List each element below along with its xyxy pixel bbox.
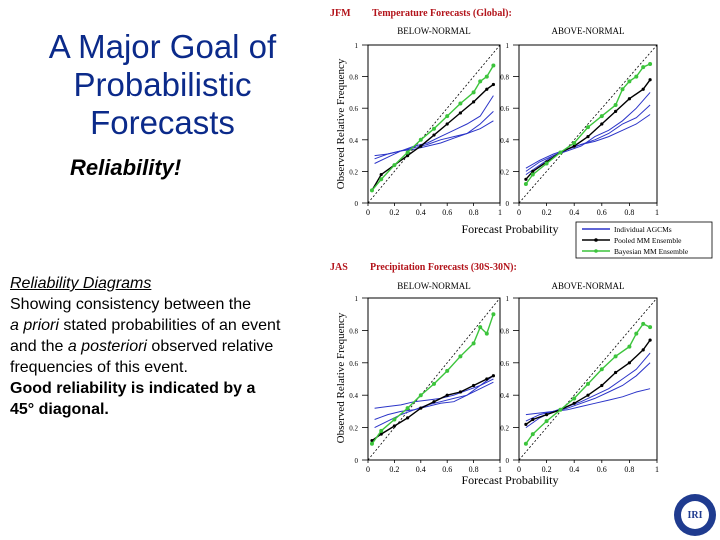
panel-3-series-4-point — [393, 424, 396, 427]
panel-2-series-4-point — [628, 97, 631, 100]
body-bold-2: 45° diagonal. — [10, 401, 109, 418]
body-line-3c: observed relative — [146, 338, 274, 355]
panel-4-ytick-label: 0 — [505, 457, 509, 465]
panel-1-series-5-point — [491, 64, 495, 68]
panel-4-series-3-line — [526, 353, 650, 428]
panel-3-xtick-label: 1 — [498, 465, 502, 474]
panel-2-xtick-label: 0.8 — [624, 208, 635, 217]
panel-3-series-4-point — [419, 407, 422, 410]
panel-2-series-5-point — [531, 173, 535, 177]
panel-1-xtick-label: 0.4 — [415, 208, 426, 217]
panel-1-ytick-label: 0.2 — [349, 168, 358, 177]
panel-3-series-5-point — [485, 332, 489, 336]
panel-3-ytick-label: 1 — [354, 295, 358, 303]
panel-1-series-4-point — [472, 100, 475, 103]
panel-2-ytick-label: 1 — [505, 42, 509, 50]
body-apriori: a priori — [10, 317, 59, 334]
panel-2-series-5-point — [641, 65, 645, 69]
panel-1-series-3-line — [375, 121, 494, 156]
panel-2-series-4-point — [524, 178, 527, 181]
panel-3-ytick-label: 0.2 — [349, 424, 358, 433]
panel-3-series-5-point — [406, 406, 410, 410]
iri-logo — [674, 494, 716, 536]
panel-4-series-4-point — [649, 339, 652, 342]
x-axis-label-1: Forecast Probability — [461, 222, 559, 236]
panel-3-series-4-point — [406, 416, 409, 419]
panel-4-xtick-label: 0 — [517, 465, 521, 474]
panel-4-title: ABOVE-NORMAL — [551, 281, 625, 291]
panel-3-series-5-point — [478, 325, 482, 329]
panel-3-series-4-point — [485, 377, 488, 380]
panel-1-title: BELOW-NORMAL — [397, 26, 471, 36]
panel-3-series-5-line — [372, 314, 493, 444]
panel-2-xtick-label: 0.4 — [569, 208, 580, 217]
panel-4-series-5-point — [627, 345, 631, 349]
panel-3-xtick-label: 0.6 — [442, 465, 453, 474]
panel-2-ytick-label: 0 — [505, 200, 509, 208]
panel-2-ytick-label: 0.2 — [500, 168, 509, 177]
panel-4-series-5-point — [586, 382, 590, 386]
panel-1-series-4-point — [459, 111, 462, 114]
panel-1-series-5-point — [485, 75, 489, 79]
panel-2-series-1-line — [526, 92, 650, 174]
panel-1-ytick-label: 0.6 — [349, 105, 358, 114]
panel-4-series-4-point — [586, 394, 589, 397]
panel-2-xtick-label: 0.6 — [596, 208, 607, 217]
panel-2-xtick-label: 1 — [655, 208, 659, 217]
panel-2-series-5-point — [634, 75, 638, 79]
title-line-1: A Major Goal of — [48, 28, 277, 65]
body-line-4: frequencies of this event. — [10, 359, 188, 376]
panel-2-ytick-label: 0.4 — [500, 136, 509, 145]
panel-3-series-5-point — [491, 312, 495, 316]
legend-label-1: Individual AGCMs — [614, 225, 672, 234]
panel-3-diagonal — [368, 298, 500, 460]
panel-4-xtick-label: 0.8 — [624, 465, 635, 474]
panel-3-title: BELOW-NORMAL — [397, 281, 471, 291]
panel-4-series-4-point — [573, 402, 576, 405]
panel-1-series-4-point — [492, 83, 495, 86]
panel-1-series-5-point — [392, 163, 396, 167]
panel-3-xtick-label: 0.4 — [415, 465, 426, 474]
panel-4-series-4-point — [614, 371, 617, 374]
panel-4-series-5-point — [545, 419, 549, 423]
panel-4-series-1-line — [526, 389, 650, 415]
panel-4-xtick-label: 0.2 — [541, 465, 552, 474]
panel-2-series-4-point — [573, 145, 576, 148]
panel-1-series-4-line — [372, 85, 493, 191]
panel-1-series-5-point — [472, 90, 476, 94]
panel-2-xtick-label: 0 — [517, 208, 521, 217]
panel-3-series-4-point — [432, 400, 435, 403]
panel-4-series-5-point — [558, 408, 562, 412]
panel-1-series-5-point — [478, 79, 482, 83]
panel-4-xtick-label: 1 — [655, 465, 659, 474]
panel-2-series-5-point — [627, 79, 631, 83]
panel-3-series-4-point — [492, 374, 495, 377]
legend-label-2: Pooled MM Ensemble — [614, 236, 682, 245]
panel-3-series-5-point — [458, 354, 462, 358]
panel-1-xtick-label: 0.8 — [468, 208, 479, 217]
panel-3-series-5-point — [472, 341, 476, 345]
panel-3-xtick-label: 0.2 — [389, 465, 400, 474]
panel-1-series-4-point — [485, 88, 488, 91]
panel-4-series-5-point — [600, 367, 604, 371]
panel-3-xtick-label: 0 — [366, 465, 370, 474]
panel-2-series-4-point — [614, 110, 617, 113]
panel-3-ytick-label: 0.4 — [349, 392, 358, 401]
panel-3-ytick-label: 0.6 — [349, 359, 358, 368]
top-tag: JFM — [330, 8, 351, 19]
legend-label-3: Bayesian MM Ensemble — [614, 247, 689, 256]
panel-2-series-5-point — [621, 87, 625, 91]
panel-1-series-4-point — [406, 154, 409, 157]
panel-1-series-5-point — [419, 138, 423, 142]
panel-2-series-4-point — [531, 170, 534, 173]
panel-1-ytick-label: 1 — [354, 42, 358, 50]
slide-subtitle: Reliability! — [70, 155, 182, 180]
x-axis-label-2: Forecast Probability — [461, 473, 559, 487]
panel-1-xtick-label: 0.6 — [442, 208, 453, 217]
panel-4-xtick-label: 0.6 — [596, 465, 607, 474]
panel-3-series-4-point — [446, 394, 449, 397]
panel-4-series-5-point — [614, 354, 618, 358]
panel-2-series-4-point — [649, 78, 652, 81]
body-line-1: Showing consistency between the — [10, 296, 252, 313]
panel-3-ytick-label: 0 — [354, 457, 358, 465]
top-caption: Temperature Forecasts (Global): — [372, 8, 512, 19]
panel-2-series-5-point — [586, 125, 590, 129]
panel-3-ytick-label: 0.8 — [349, 327, 358, 336]
panel-2-series-5-point — [558, 150, 562, 154]
title-line-2: Probabilistic — [73, 66, 252, 103]
panel-1-series-4-point — [380, 173, 383, 176]
panel-4-series-5-point — [524, 442, 528, 446]
panel-1-series-5-point — [445, 114, 449, 118]
panel-4-series-5-point — [641, 322, 645, 326]
y-axis-label-1: Observed Relative Frequency — [335, 58, 347, 190]
panel-1-series-4-point — [419, 145, 422, 148]
panel-4-series-5-point — [648, 325, 652, 329]
panel-4-series-4-point — [524, 423, 527, 426]
panel-4-xtick-label: 0.4 — [569, 465, 580, 474]
panel-1-series-5-point — [406, 150, 410, 154]
panel-1-xtick-label: 1 — [498, 208, 502, 217]
legend-marker-3 — [594, 249, 598, 253]
panel-3-series-5-point — [432, 382, 436, 386]
panel-2-ytick-label: 0.6 — [500, 105, 509, 114]
panel-2-series-5-point — [572, 141, 576, 145]
title-line-3: Forecasts — [90, 104, 235, 141]
panel-4-ytick-label: 0.4 — [500, 392, 509, 401]
panel-1-ytick-label: 0.4 — [349, 136, 358, 145]
panel-3-series-5-point — [370, 442, 374, 446]
body-line-2: stated probabilities of an event — [58, 317, 281, 334]
panel-1-ytick-label: 0 — [354, 200, 358, 208]
bottom-tag: JAS — [330, 262, 348, 273]
panel-2-series-5-point — [648, 62, 652, 66]
panel-4-series-5-point — [634, 332, 638, 336]
panel-4-series-4-point — [531, 418, 534, 421]
body-bold-1: Good reliability is indicated by a — [10, 380, 256, 397]
panel-2-series-5-point — [614, 103, 618, 107]
panel-1-xtick-label: 0.2 — [389, 208, 400, 217]
logo-text: IRI — [681, 501, 709, 529]
panel-4-ytick-label: 0.6 — [500, 359, 509, 368]
panel-2-title: ABOVE-NORMAL — [551, 26, 625, 36]
panel-1-series-4-point — [446, 122, 449, 125]
panel-2-series-5-point — [524, 182, 528, 186]
panel-3-series-5-point — [392, 418, 396, 422]
panel-4-ytick-label: 1 — [505, 295, 509, 303]
legend-marker-2 — [594, 238, 598, 242]
panel-2-series-4-point — [642, 88, 645, 91]
body-line-3: and the — [10, 338, 68, 355]
panel-4-series-4-point — [545, 413, 548, 416]
panel-4-series-5-point — [531, 432, 535, 436]
panel-3-series-4-point — [459, 390, 462, 393]
panel-3-series-5-point — [379, 429, 383, 433]
panel-2-series-5-point — [600, 114, 604, 118]
panel-4-series-4-point — [628, 361, 631, 364]
y-axis-label-2: Observed Relative Frequency — [335, 312, 347, 444]
panel-3-series-5-point — [445, 369, 449, 373]
panel-4-series-5-point — [572, 396, 576, 400]
panel-4-ytick-label: 0.2 — [500, 424, 509, 433]
panel-2-series-5-point — [545, 162, 549, 166]
panel-4-series-4-point — [600, 384, 603, 387]
panel-1-series-5-point — [458, 101, 462, 105]
panel-4-series-4-point — [642, 348, 645, 351]
panel-3-series-5-point — [419, 393, 423, 397]
panel-1-xtick-label: 0 — [366, 208, 370, 217]
bottom-caption: Precipitation Forecasts (30S-30N): — [370, 262, 517, 273]
body-aposteriori: a posteriori — [67, 338, 147, 355]
panel-1-series-5-point — [379, 177, 383, 181]
panel-1-series-5-point — [432, 127, 436, 131]
panel-4-diagonal — [519, 298, 657, 460]
panel-2-series-4-point — [600, 122, 603, 125]
panel-3-series-4-point — [472, 384, 475, 387]
panel-2-xtick-label: 0.2 — [541, 208, 552, 217]
panel-1-series-4-point — [432, 133, 435, 136]
body-heading: Reliability Diagrams — [10, 275, 152, 292]
panel-2-ytick-label: 0.8 — [500, 73, 509, 82]
panel-3-xtick-label: 0.8 — [468, 465, 479, 474]
panel-2-series-4-point — [586, 135, 589, 138]
panel-1-series-5-point — [370, 188, 374, 192]
panel-1-ytick-label: 0.8 — [349, 73, 358, 82]
panel-4-ytick-label: 0.8 — [500, 327, 509, 336]
